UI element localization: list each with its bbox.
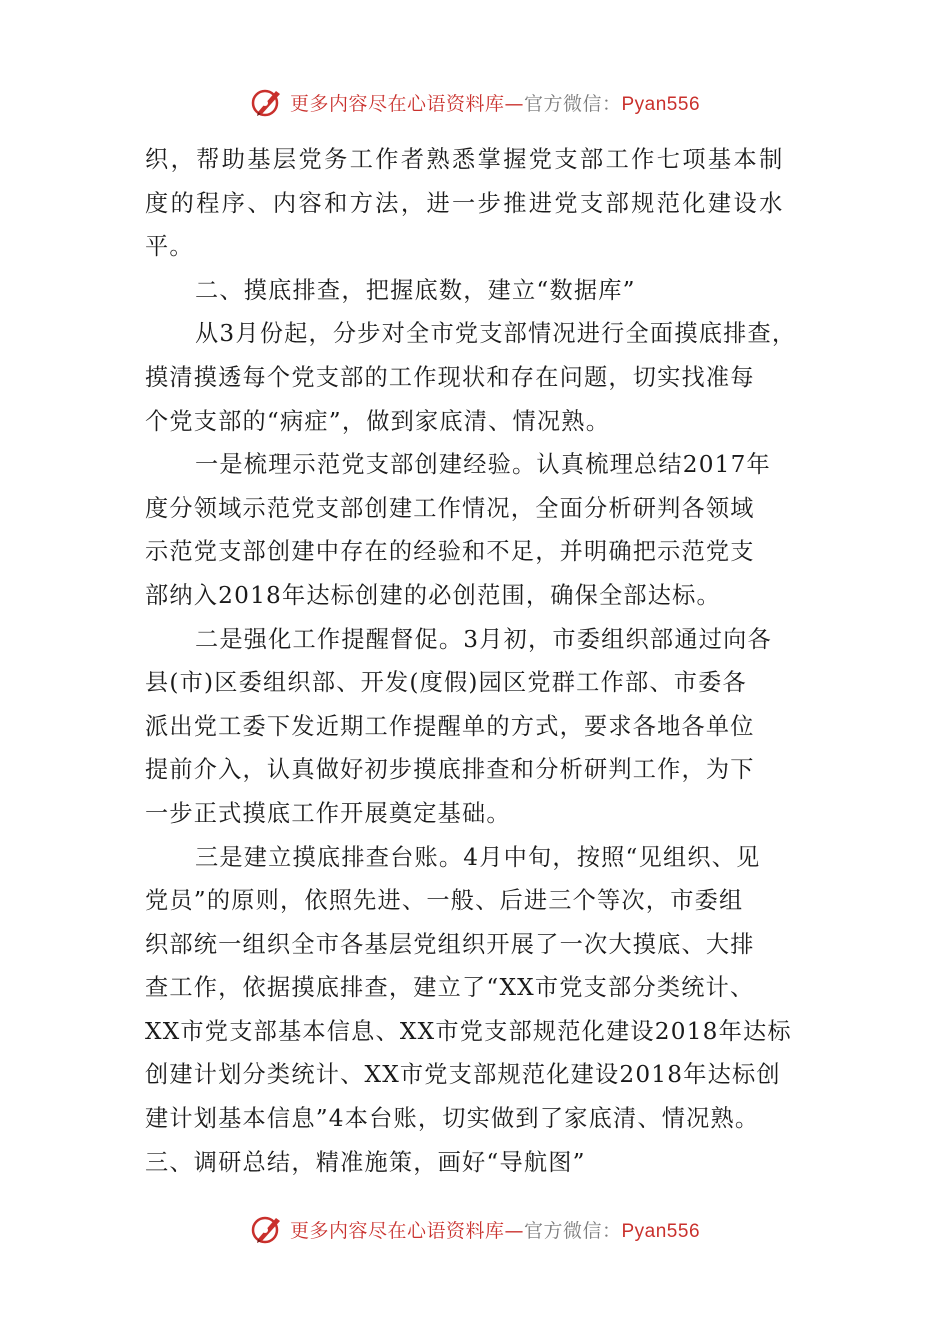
paragraph-line: 党员”的原则，依照先进、一般、后进三个等次，市委组 [145, 887, 744, 915]
paragraph-line: 县(市)区委组织部、开发(度假)园区党群工作部、市委各 [145, 669, 747, 697]
paragraph-line: 提前介入，认真做好初步摸底排查和分析研判工作，为下 [145, 756, 755, 784]
footer-banner [0, 1209, 950, 1249]
paragraph-line: 摸清摸透每个党支部的工作现状和存在问题，切实找准每 [145, 363, 755, 391]
paragraph-line: 个党支部的“病症”，做到家底清、情况熟。 [145, 407, 611, 435]
banner-text: 更多内容尽在心语资料库—官方微信：Pyan556 [289, 1219, 701, 1242]
section-heading: 二、摸底排查，把握底数，建立“数据库” [195, 276, 636, 304]
paragraph-line: 一步正式摸底工作开展奠定基础。 [145, 799, 511, 827]
paragraph-line: 二是强化工作提醒督促。3月初，市委组织部通过向各 [195, 625, 772, 653]
paragraph-line: XX市党支部基本信息、XX市党支部规范化建设2018年达标 [145, 1017, 792, 1045]
paragraph-line: 示范党支部创建中存在的经验和不足，并明确把示范党支 [145, 538, 755, 566]
pen-circle-logo-icon [250, 1212, 284, 1246]
paragraph-line: 创建计划分类统计、XX市党支部规范化建设2018年达标创 [145, 1061, 781, 1089]
banner-text: 更多内容尽在心语资料库—官方微信：Pyan556 [289, 92, 701, 115]
paragraph-line: 从3月份起，分步对全市党支部情况进行全面摸底排查， [195, 320, 797, 348]
document-body [145, 138, 815, 1184]
paragraph-line: 三是建立摸底排查台账。4月中旬，按照“见组织、见 [195, 843, 761, 871]
paragraph-line: 度的程序、内容和方法，进一步推进党支部规范化建设水 [145, 189, 785, 217]
paragraph-line: 建计划基本信息”4本台账，切实做到了家底清、情况熟。 [145, 1105, 760, 1133]
paragraph-line: 度分领域示范党支部创建工作情况，全面分析研判各领域 [145, 494, 755, 522]
pen-circle-logo-icon [250, 85, 284, 119]
paragraph-line: 查工作，依据摸底排查，建立了“XX市党支部分类统计、 [145, 974, 755, 1002]
header-banner [0, 82, 950, 122]
paragraph-line: 织部统一组织全市各基层党组织开展了一次大摸底、大排 [145, 930, 755, 958]
paragraph-line: 织，帮助基层党务工作者熟悉掌握党支部工作七项基本制 [145, 146, 785, 173]
section-heading: 三、调研总结，精准施策，画好“导航图” [145, 1148, 586, 1176]
paragraph-line: 平。 [145, 233, 194, 261]
paragraph-line: 一是梳理示范党支部创建经验。认真梳理总结2017年 [195, 451, 771, 479]
paragraph-line: 派出党工委下发近期工作提醒单的方式，要求各地各单位 [145, 712, 755, 740]
paragraph-line: 部纳入2018年达标创建的必创范围，确保全部达标。 [145, 581, 721, 609]
